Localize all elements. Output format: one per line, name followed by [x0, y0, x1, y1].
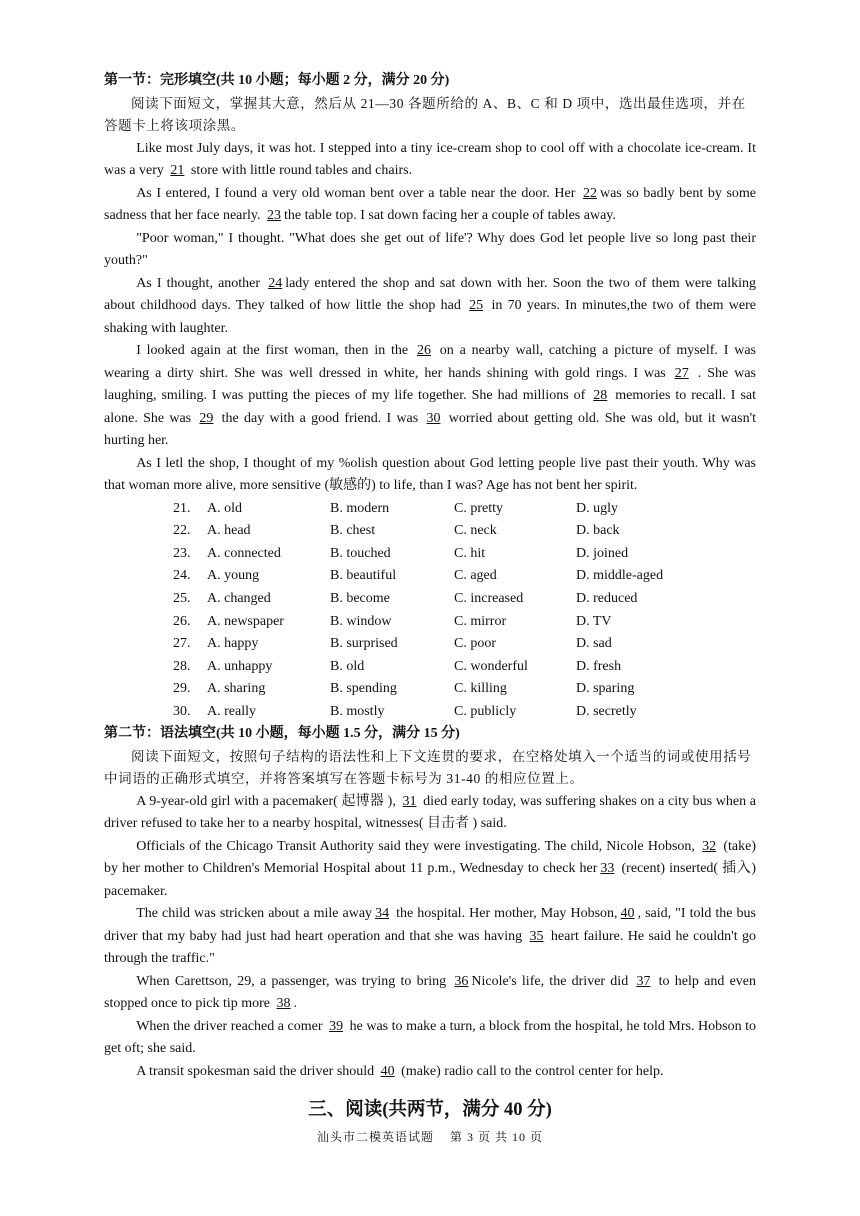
cloze-passage: [104, 138, 756, 498]
section1-paragraph: [104, 453, 756, 498]
passage-text: memories to recall. I sat alone. She was: [104, 388, 756, 426]
option-a: A. connected: [207, 545, 281, 561]
option-b: B. surprised: [330, 636, 398, 652]
passage-text: the hospital. Her mother, May Hobson,: [392, 906, 618, 922]
option-row: [104, 498, 756, 521]
blank-number: 25: [469, 298, 484, 313]
exam-page: [104, 70, 756, 1123]
option-d: D. ugly: [576, 500, 618, 516]
passage-text: I looked again at the first woman, then in the: [136, 343, 414, 358]
blank-number: 21: [170, 163, 185, 178]
blank-number: 28: [593, 388, 608, 403]
blank-number: 31: [402, 793, 417, 809]
option-d: D. back: [576, 523, 620, 539]
passage-text: , said, "I told the bus driver that my baby had just had heart operation and that she was having: [104, 906, 757, 944]
option-d: D. TV: [576, 613, 612, 629]
footer-exam-name: 汕头市二模英语试题: [316, 1130, 434, 1144]
option-b: B. beautiful: [330, 568, 397, 584]
passage-text: Officials of the Chicago Transit Authority said they were investigating. The child, Nicole Hobson,: [136, 838, 700, 854]
option-row: [104, 565, 756, 588]
section2-paragraph: [104, 903, 756, 971]
blank-number: 39: [329, 1018, 344, 1034]
section2-instruction: 阅读下面短文，按照句子结构的语法性和上下文连贯的要求，在空格处填入一个适当的词或使用括号中词语的正确形式填空，并将答案填写在答题卡标号为 31-40 的相应位置上。: [104, 748, 752, 787]
option-a: A. head: [207, 523, 251, 539]
option-row: [104, 610, 756, 633]
option-a: A. changed: [207, 590, 271, 606]
passage-text: on a nearby wall, catching a picture of myself. I was wearing a dirty shirt. She was well dressed in white, her hands shining with gold rings. I was: [104, 343, 756, 381]
passage-text: When Carettson, 29, a passenger, was trying to bring: [136, 973, 452, 989]
option-a: A. happy: [207, 636, 259, 652]
blank-number: 27: [674, 365, 689, 381]
section2-paragraph: [104, 836, 756, 904]
part3-title: 三、阅读(共两节，满分 40 分): [308, 1100, 552, 1121]
passage-text: A transit spokesman said the driver should: [136, 1063, 378, 1079]
blank-number: 40: [620, 906, 635, 922]
section1-instruction: 阅读下面短文，掌握其大意，然后从 21—30 各题所给的 A、B、C 和 D 项中，选出最佳选项，并在答题卡上将该项涂黑。: [104, 95, 746, 133]
blank-number: 32: [702, 838, 717, 854]
passage-text: died early today, was suffering shakes on a city bus when a driver refused to take her to a nearby hospital, witnesses( 目击者 ) said.: [104, 793, 756, 832]
option-row: [104, 656, 756, 679]
question-number: 30.: [173, 703, 191, 719]
blank-number: 33: [600, 861, 615, 877]
question-number: 29.: [173, 681, 191, 697]
blank-number: 40: [380, 1063, 395, 1079]
section2-heading: 第二节：语法填空(共 10 小题，每小题 1.5 分，满分 15 分): [104, 726, 460, 742]
option-c: C. wonderful: [454, 658, 528, 674]
passage-text: .: [293, 996, 298, 1012]
option-b: B. mostly: [330, 703, 385, 719]
passage-text: (take) by her mother to Children's Memorial Hospital about 11 p.m., Wednesday to check her: [104, 838, 756, 877]
option-b: B. touched: [330, 545, 391, 561]
section1-paragraph: [104, 183, 756, 228]
question-number: 28.: [173, 658, 191, 674]
passage-text: to help and even stopped once to pick tip more: [104, 973, 757, 1012]
passage-text: the day with a good friend. I was: [216, 410, 424, 426]
passage-text: As I letl the shop, I thought of my %olish question about God letting people live past their youth. Why was that woman more alive, more sensitive (敏感的) to life, than I was? Age has not bent her spirit.: [104, 455, 756, 493]
passage-text: worried about getting old. She was old, but it wasn't hurting her.: [104, 410, 756, 448]
blank-number: 37: [636, 973, 651, 989]
option-row: [104, 678, 756, 701]
passage-text: the table top. I sat down facing her a couple of tables away.: [284, 208, 616, 223]
passage-text: The child was stricken about a mile away: [136, 906, 373, 922]
section1-heading: 第一节：完形填空(共 10 小题；每小题 2 分，满分 20 分): [104, 73, 450, 88]
option-row: [104, 588, 756, 611]
question-number: 27.: [173, 636, 191, 652]
option-c: C. hit: [454, 545, 486, 561]
option-b: B. window: [330, 613, 392, 629]
question-number: 21.: [173, 500, 191, 516]
cloze-options: [104, 498, 756, 724]
option-row: [104, 701, 756, 724]
option-b: B. become: [330, 590, 390, 606]
blank-number: 35: [529, 928, 544, 944]
question-number: 22.: [173, 523, 191, 539]
option-b: B. old: [330, 658, 365, 674]
question-number: 25.: [173, 590, 191, 606]
passage-text: As I entered, I found a very old woman bent over a table near the door. Her: [136, 185, 580, 201]
option-c: C. pretty: [454, 500, 503, 516]
option-a: A. old: [207, 500, 242, 516]
passage-text: was so badly bent by some sadness that her face nearly.: [104, 185, 756, 223]
blank-number: 22: [582, 185, 597, 201]
option-a: A. sharing: [207, 681, 266, 697]
passage-text: in 70 years. In minutes,the two of them were shaking with laughter.: [104, 298, 756, 336]
blank-number: 34: [375, 906, 390, 922]
blank-number: 26: [416, 343, 431, 358]
option-d: D. joined: [576, 545, 629, 561]
option-a: A. really: [207, 703, 256, 719]
section1-paragraph: [104, 340, 756, 453]
passage-text: Nicole's life, the driver did: [471, 973, 634, 989]
option-row: [104, 520, 756, 543]
option-row: [104, 543, 756, 566]
option-row: [104, 633, 756, 656]
blank-number: 30: [426, 410, 441, 426]
section2-paragraph: [104, 1061, 756, 1084]
section2-paragraph: [104, 971, 756, 1016]
passage-text: (recent) inserted( 插入) pacemaker.: [104, 861, 756, 899]
option-d: D. secretly: [576, 703, 637, 719]
blank-number: 23: [267, 208, 282, 223]
option-c: C. neck: [454, 523, 497, 539]
blank-number: 38: [276, 996, 291, 1012]
passage-text: (make) radio call to the control center for help.: [397, 1063, 664, 1079]
section2-paragraph: [104, 1016, 756, 1061]
passage-text: As I thought, another: [136, 275, 266, 291]
question-number: 26.: [173, 613, 191, 629]
option-a: A. young: [207, 568, 260, 584]
blank-number: 24: [268, 275, 283, 291]
question-number: 23.: [173, 545, 191, 561]
passage-text: heart failure. He said he couldn't go through the traffic.": [104, 928, 756, 967]
option-a: A. unhappy: [207, 658, 273, 674]
option-d: D. middle-aged: [576, 568, 664, 584]
option-b: B. spending: [330, 681, 397, 697]
passage-text: A 9-year-old girl with a pacemaker( 起博器 ),: [136, 793, 400, 809]
option-c: C. aged: [454, 568, 497, 584]
option-c: C. mirror: [454, 613, 507, 629]
option-d: D. fresh: [576, 658, 622, 674]
footer-page-number: 第 3 页 共 10 页: [450, 1130, 544, 1144]
passage-text: Like most July days, it was hot. I stepped into a tiny ice-cream shop to cool off with a chocolate ice-cream. It was a very: [104, 140, 756, 178]
passage-text: "Poor woman," I thought. "What does she get out of life'? Why does God let people live so long past their youth?": [104, 230, 756, 268]
option-c: C. poor: [454, 636, 496, 652]
option-a: A. newspaper: [207, 613, 284, 629]
option-d: D. reduced: [576, 590, 638, 606]
option-b: B. modern: [330, 500, 390, 516]
passage-text: he was to make a turn, a block from the hospital, he told Mrs. Hobson to get oft; she said.: [104, 1018, 756, 1057]
page-footer: [0, 1128, 860, 1145]
passage-text: . She was laughing, smiling. I was putting the pieces of my life together. She had millions of: [104, 365, 756, 403]
blank-number: 36: [454, 973, 469, 989]
option-c: C. publicly: [454, 703, 517, 719]
option-c: C. increased: [454, 590, 524, 606]
passage-text: lady entered the shop and sat down with her. Soon the two of them were talking about childhood days. They talked of how little the shop had: [104, 275, 756, 313]
section1-paragraph: [104, 273, 756, 341]
question-number: 24.: [173, 568, 191, 584]
option-d: D. sad: [576, 636, 612, 652]
section1-paragraph: [104, 228, 756, 273]
option-d: D. sparing: [576, 681, 635, 697]
option-c: C. killing: [454, 681, 507, 697]
grammar-passage: [104, 791, 756, 1084]
blank-number: 29: [199, 410, 214, 426]
option-b: B. chest: [330, 523, 376, 539]
passage-text: When the driver reached a comer: [136, 1018, 327, 1034]
section2-paragraph: [104, 791, 756, 836]
passage-text: store with little round tables and chairs.: [187, 163, 413, 178]
section1-paragraph: [104, 138, 756, 183]
